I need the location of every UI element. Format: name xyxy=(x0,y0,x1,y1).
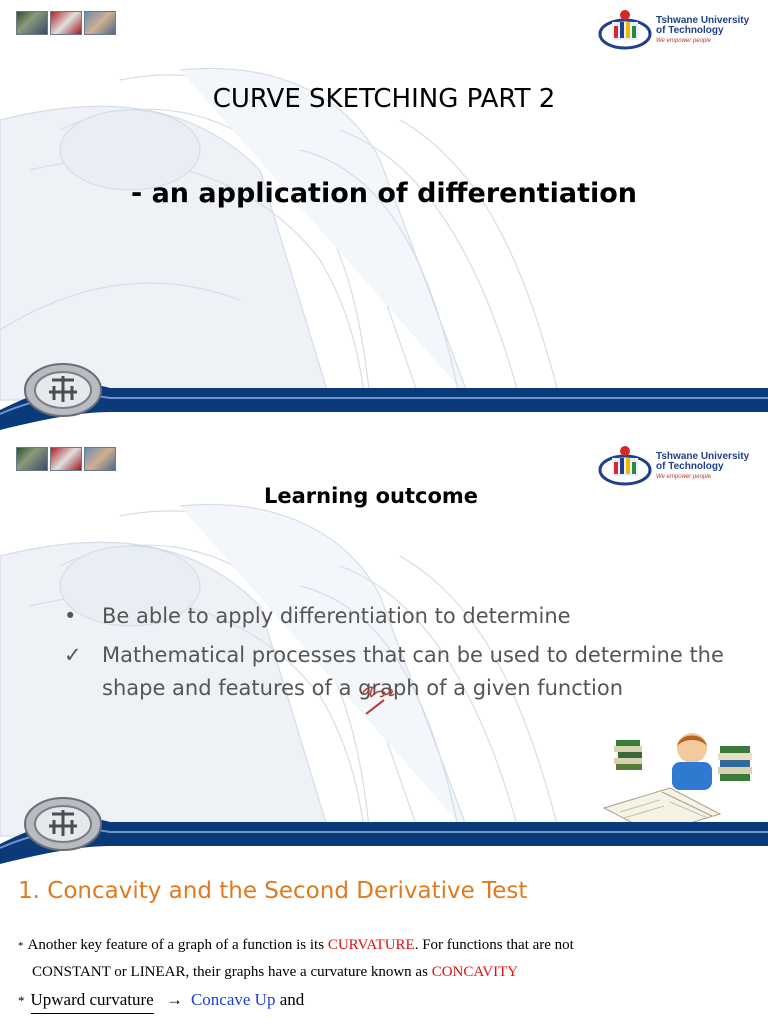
tut-logo xyxy=(598,8,758,50)
background-swoosh-art xyxy=(0,0,768,433)
university-name-line1: Tshwane University xyxy=(656,451,750,462)
bullet-text: Be able to apply differentiation to determine xyxy=(102,604,571,628)
footer-blue-band xyxy=(0,804,768,864)
asterisk-bullet-icon: * xyxy=(18,993,25,1008)
concavity-term: CONCAVITY xyxy=(431,964,519,980)
slide-learning-outcome xyxy=(0,436,768,866)
para-text: CONSTANT or LINEAR, their graphs have a curvature known as xyxy=(32,964,432,980)
right-arrow-icon: → xyxy=(165,990,183,1009)
header-photo-strip xyxy=(16,11,116,35)
curvature-term: CURVATURE xyxy=(327,937,415,953)
students-photo xyxy=(50,447,82,471)
slide-title xyxy=(0,0,768,433)
university-name-line2: of Technology xyxy=(656,25,724,36)
graduates-photo xyxy=(84,11,116,35)
medal-emblem-icon xyxy=(22,794,104,854)
list-item xyxy=(64,639,744,705)
tut-emblem-icon xyxy=(598,444,652,486)
header-photo-strip xyxy=(16,447,116,471)
slide-title-text: Learning outcome xyxy=(263,484,478,508)
list-item xyxy=(64,600,744,633)
asterisk-bullet-icon: * xyxy=(18,940,24,952)
tut-logo xyxy=(598,444,758,486)
university-name-line2: of Technology xyxy=(656,461,724,472)
slide-concavity xyxy=(0,868,768,1024)
checkmark-icon: ✓ xyxy=(64,643,82,667)
para-text: and xyxy=(275,990,305,1009)
bullet-text: Mathematical processes that can be used to determine the shape and features of a graph of a given function xyxy=(102,643,724,700)
graduates-photo xyxy=(84,447,116,471)
para-text: Another key feature of a graph of a function is its xyxy=(27,937,328,953)
campus-photo xyxy=(16,447,48,471)
students-photo xyxy=(50,11,82,35)
upward-curvature-label: Upward curvature xyxy=(31,990,154,1014)
footer-blue-band xyxy=(0,370,768,430)
slide-heading: 1. Concavity and the Second Derivative Test xyxy=(18,878,528,904)
university-name-line1: Tshwane University xyxy=(656,15,750,26)
outcome-bullet-list xyxy=(64,600,744,705)
tut-emblem-icon xyxy=(598,8,652,50)
concave-up-term: Concave Up xyxy=(190,990,276,1009)
slide-subtitle-text: - an application of differentiation xyxy=(130,178,637,209)
upward-curvature-line xyxy=(18,990,304,1014)
medal-emblem-icon xyxy=(22,360,104,420)
para-text: . For functions that are not xyxy=(414,937,574,953)
slide-title-text: CURVE SKETCHING PART 2 xyxy=(212,84,556,114)
campus-photo xyxy=(16,11,48,35)
bullet-dot-icon: • xyxy=(64,604,77,628)
university-tagline: We empower people xyxy=(656,38,711,44)
university-tagline: We empower people xyxy=(656,474,711,480)
curvature-paragraph xyxy=(18,932,718,985)
